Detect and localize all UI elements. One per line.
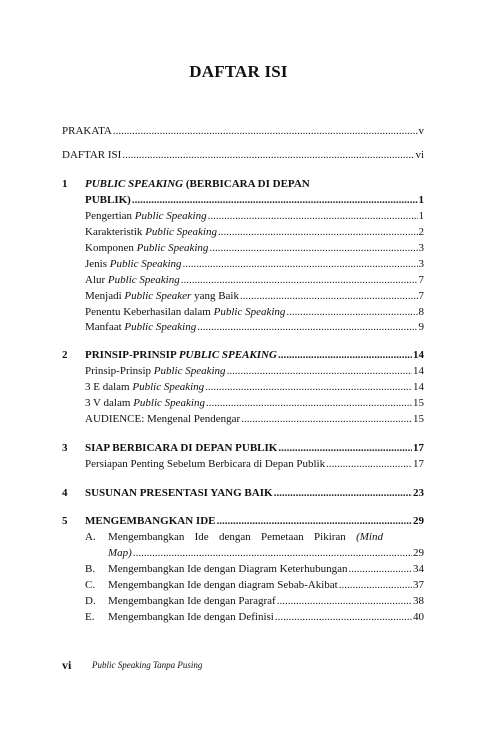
chapter-title-italic: PUBLIC SPEAKING	[85, 178, 184, 190]
dot-leader	[278, 348, 412, 362]
dot-leader	[227, 364, 412, 378]
dot-leader	[209, 241, 417, 255]
dot-leader	[348, 562, 412, 576]
word: Ide	[194, 531, 209, 543]
toc-entry-label: 3 E dalam Public Speaking	[85, 381, 205, 393]
toc-entry-page: 15	[413, 397, 424, 409]
chapter-title: MENGEMBANGKAN IDE	[85, 515, 216, 527]
toc-chapter-2[interactable]	[85, 348, 424, 362]
dot-leader	[183, 257, 418, 271]
dot-leader	[132, 193, 418, 207]
toc-entry-label: Mengembangkan Ide dengan diagram Sebab-Akibat	[108, 579, 338, 591]
dot-leader	[277, 594, 412, 608]
toc-entry-label: PRAKATA	[62, 125, 112, 137]
dot-leader	[206, 396, 412, 410]
dot-leader	[181, 273, 418, 287]
toc-entry-page: 8	[418, 306, 424, 318]
word-italic: (Mind	[356, 531, 383, 543]
item-letter: D.	[85, 595, 96, 607]
toc-entry-label: Alur Public Speaking	[85, 274, 180, 286]
dot-leader	[240, 289, 418, 303]
chapter-title-line1	[85, 177, 310, 191]
toc-entry[interactable]	[85, 457, 424, 471]
toc-entry-label: Penentu Keberhasilan dalam Public Speaking	[85, 306, 286, 318]
chapter-number: 2	[62, 349, 68, 361]
dot-leader	[339, 578, 412, 592]
toc-entry-page: 29	[413, 547, 424, 559]
chapter-title: SUSUNAN PRESENTASI YANG BAIK	[85, 487, 273, 499]
toc-entry[interactable]	[85, 364, 424, 378]
dot-leader	[133, 546, 412, 560]
toc-entry-label: AUDIENCE: Mengenal Pendengar	[85, 413, 241, 425]
toc-entry-label: Mengembangkan Ide dengan Paragraf	[108, 595, 276, 607]
toc-entry-label: 3 V dalam Public Speaking	[85, 397, 205, 409]
toc-entry-daftar-isi[interactable]	[62, 148, 424, 162]
toc-entry-page: 40	[413, 611, 424, 623]
toc-entry-page: vi	[415, 149, 424, 161]
toc-entry-page: 15	[413, 413, 424, 425]
item-letter: E.	[85, 611, 95, 623]
chapter-page: 1	[418, 194, 424, 206]
item-letter: B.	[85, 563, 96, 575]
toc-entry-page: 9	[418, 321, 424, 333]
toc-entry[interactable]	[85, 257, 424, 271]
chapter-title-rest: (BERBICARA DI DEPAN	[183, 178, 310, 190]
chapter-number: 4	[62, 487, 68, 499]
dot-leader	[278, 441, 412, 455]
toc-entry[interactable]	[85, 209, 424, 223]
dot-leader	[286, 305, 417, 319]
dot-leader	[122, 148, 414, 162]
toc-entry-page: 14	[413, 381, 424, 393]
toc-entry-page: 7	[418, 290, 424, 302]
toc-entry-label: Komponen Public Speaking	[85, 242, 209, 254]
toc-entry[interactable]	[85, 305, 424, 319]
chapter-number: 3	[62, 442, 68, 454]
chapter-title: SIAP BERBICARA DI DEPAN PUBLIK	[85, 442, 278, 454]
toc-entry[interactable]	[85, 241, 424, 255]
toc-chapter-5[interactable]	[85, 514, 424, 528]
chapter-page: 29	[413, 515, 424, 527]
footer-page-number: vi	[62, 658, 72, 672]
toc-entry[interactable]	[108, 610, 424, 624]
dot-leader	[274, 486, 412, 500]
chapter-title-line2: PUBLIK)	[85, 194, 131, 206]
toc-entry-label: Manfaat Public Speaking	[85, 321, 197, 333]
toc-chapter-4[interactable]	[85, 486, 424, 500]
toc-entry-label: Prinsip-Prinsip Public Speaking	[85, 365, 226, 377]
toc-entry[interactable]	[85, 320, 424, 334]
toc-entry-label: Persiapan Penting Sebelum Berbicara di Depan Publik	[85, 458, 326, 470]
chapter-page: 14	[413, 349, 424, 361]
toc-entry-a-line1[interactable]	[108, 530, 383, 544]
toc-entry[interactable]	[108, 578, 424, 592]
toc-entry[interactable]	[85, 380, 424, 394]
toc-entry[interactable]	[85, 225, 424, 239]
chapter-page: 17	[413, 442, 424, 454]
page-title: DAFTAR ISI	[189, 62, 288, 81]
toc-entry-label: Mengembangkan Ide dengan Definisi	[108, 611, 274, 623]
toc-entry-label: Jenis Public Speaking	[85, 258, 182, 270]
toc-entry-page: 34	[413, 563, 424, 575]
toc-chapter-3[interactable]	[85, 441, 424, 455]
toc-entry-a-line2[interactable]	[108, 546, 424, 560]
dot-leader	[205, 380, 412, 394]
toc-entry-page: 2	[418, 226, 424, 238]
chapter-number: 5	[62, 515, 68, 527]
toc-entry[interactable]	[108, 562, 424, 576]
toc-entry-page: 38	[413, 595, 424, 607]
dot-leader	[113, 124, 418, 138]
chapter-number: 1	[62, 178, 68, 190]
dot-leader	[326, 457, 412, 471]
toc-entry-page: 37	[413, 579, 424, 591]
item-letter: A.	[85, 531, 96, 543]
toc-entry-page: 17	[413, 458, 424, 470]
toc-entry[interactable]	[85, 289, 424, 303]
word: Pemetaan	[260, 531, 304, 543]
toc-entry-page: 3	[418, 258, 424, 270]
toc-entry[interactable]	[85, 273, 424, 287]
toc-entry-label: Mengembangkan Ide dengan Diagram Keterhubungan	[108, 563, 348, 575]
toc-entry-page: 14	[413, 365, 424, 377]
toc-entry-label: Pengertian Public Speaking	[85, 210, 207, 222]
toc-entry-page: 7	[418, 274, 424, 286]
toc-entry-label: DAFTAR ISI	[62, 149, 122, 161]
dot-leader	[208, 209, 418, 223]
toc-entry[interactable]	[85, 412, 424, 426]
item-letter: C.	[85, 579, 96, 591]
toc-entry-page: 1	[418, 210, 424, 222]
toc-entry-label: Karakteristik Public Speaking	[85, 226, 217, 238]
toc-entry[interactable]	[108, 594, 424, 608]
toc-entry-page: 3	[418, 242, 424, 254]
dot-leader	[275, 610, 412, 624]
dot-leader	[218, 225, 418, 239]
toc-entry-label: Map)	[108, 547, 132, 559]
toc-entry-label: Menjadi Public Speaker yang Baik	[85, 290, 239, 302]
footer-book-title: Public Speaking Tanpa Pusing	[92, 660, 203, 670]
dot-leader	[241, 412, 412, 426]
toc-entry[interactable]	[85, 396, 424, 410]
word: Mengembangkan	[108, 531, 185, 543]
toc-entry-page: v	[418, 125, 424, 137]
word: dengan	[218, 531, 251, 543]
chapter-title: PRINSIP-PRINSIP PUBLIC SPEAKING	[85, 349, 277, 361]
dot-leader	[197, 320, 417, 334]
chapter-page: 23	[413, 487, 424, 499]
word: Pikiran	[314, 531, 346, 543]
toc-entry-prakata[interactable]	[62, 124, 424, 138]
dot-leader	[216, 514, 412, 528]
toc-chapter-1[interactable]	[85, 193, 424, 207]
